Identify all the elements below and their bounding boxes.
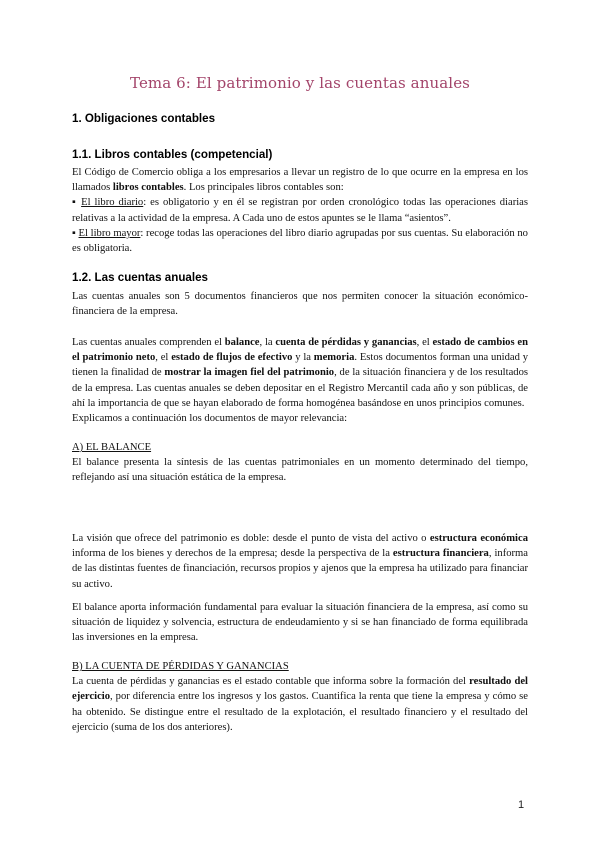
balance-paragraph-3: El balance aporta información fundamental para evaluar la situación financiera de la empresa, así como su situación de liquidez y solvencia, estructura de endeudamiento y si se han financiado de forma equilibrada las inversiones en la empresa. bbox=[72, 602, 528, 644]
term-libro-diario: El libro diario bbox=[81, 197, 144, 209]
paragraph-explicamos: Explicamos a continuación los documentos de mayor relevancia: bbox=[72, 413, 348, 424]
balance-paragraph-2: La visión que ofrece del patrimonio es doble: desde el punto de vista del activo o estructura económica informa de los bienes y derechos de la empresa; desde la perspectiva de la estructura financiera, informa de las distintas fuentes de financiación, recursos propios y ajenos que la empresa ha utilizado para financiar su activo. bbox=[72, 533, 528, 590]
section-heading-libros: 1.1. Libros contables (competencial) bbox=[72, 148, 273, 161]
paragraph-libros-intro: El Código de Comercio obliga a los empresarios a llevar un registro de lo que ocurre en la empresa en los llamados libros contables. Los principales libros contables son: bbox=[72, 167, 528, 194]
section-heading-cuentas-anuales: 1.2. Las cuentas anuales bbox=[72, 271, 208, 284]
bullet-icon: ▪ bbox=[72, 227, 76, 239]
page-title: Tema 6: El patrimonio y las cuentas anuales bbox=[130, 74, 470, 92]
balance-paragraph-1: El balance presenta la síntesis de las cuentas patrimoniales en un momento determinado del tiempo, reflejando así una situación estática de la empresa. bbox=[72, 457, 528, 484]
bullet-icon: ▪ bbox=[72, 197, 78, 209]
section-balance bbox=[72, 440, 528, 486]
balance-heading: A) EL BALANCE bbox=[72, 442, 152, 453]
bullet-libro-diario: ▪ El libro diario: es obligatorio y en él se registran por orden cronológico todas las operaciones diarias relativas a la actividad de la empresa. A Cada uno de estos apuntes se le llama “asientos”. bbox=[72, 197, 528, 224]
paragraph-cuentas-componentes: Las cuentas anuales comprenden el balance, la cuenta de pérdidas y ganancias, el estado de cambios en el patrimonio neto, el estado de flujos de efectivo y la memoria. Estos documentos forman una unidad y tienen la finalidad de mostrar la imagen fiel del patrimonio, de la situación financiera y de los resultados de la empresa. Las cuentas anuales se deben depositar en el Registro Mercantil cada año y son públicas, de ahí la importancia de que se hayan elaborado de forma homogénea basándose en unos principios comunes. bbox=[72, 337, 528, 409]
pyg-heading: B) LA CUENTA DE PÉRDIDAS Y GANANCIAS bbox=[72, 661, 289, 672]
paragraph-libros bbox=[72, 165, 528, 256]
section-perdidas-ganancias: B) LA CUENTA DE PÉRDIDAS Y GANANCIAS La cuenta de pérdidas y ganancias es el estado contable que informa sobre la formación del resultado del ejercicio, por diferencia entre los ingresos y los gastos. Cuantifica la renta que tiene la empresa y cómo se ha obtenido. Se distingue entre el resultado de la explotación, el resultado financiero y el resultado del ejercicio (suma de los dos anteriores). bbox=[72, 661, 528, 733]
page-number: 1 bbox=[518, 799, 525, 811]
section-heading-obligaciones: 1. Obligaciones contables bbox=[72, 112, 216, 125]
term-libros-contables: libros contables bbox=[112, 182, 184, 194]
paragraph-cuentas-intro: Las cuentas anuales son 5 documentos financieros que nos permiten conocer la situación económico-financiera de la empresa. bbox=[72, 291, 528, 318]
term-libro-mayor: El libro mayor bbox=[78, 227, 141, 239]
bullet-libro-mayor: ▪ El libro mayor: recoge todas las operaciones del libro diario agrupadas por sus cuentas. Su elaboración no es obligatoria. bbox=[72, 227, 528, 255]
